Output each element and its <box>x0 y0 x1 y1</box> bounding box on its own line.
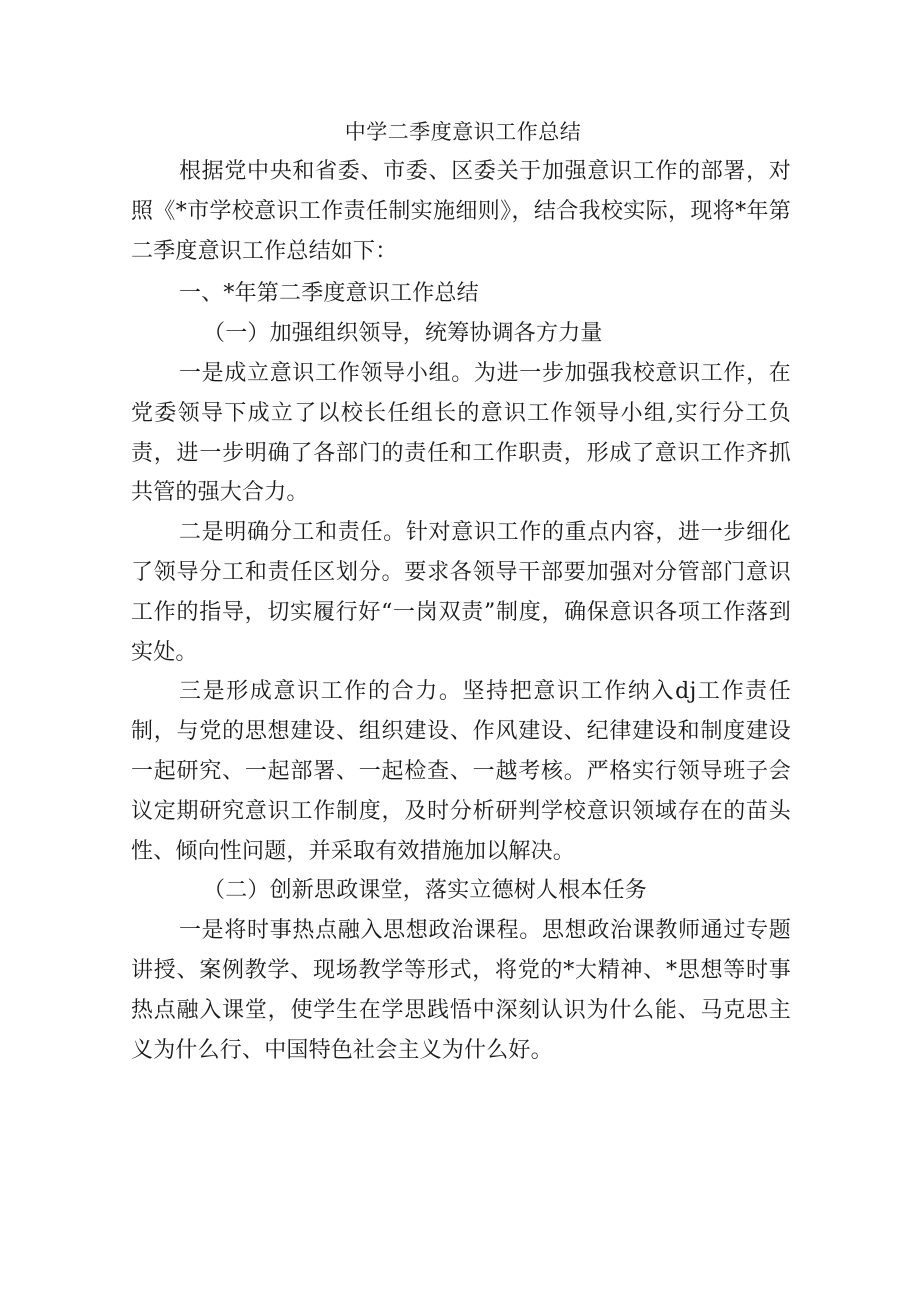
subsection-heading-2: （二）创新思政课堂，落实立德树人根本任务 <box>203 878 648 904</box>
paragraph-responsibility: 二是明确分工和责任。针对意识工作的重点内容，进一步细化了领导分工和责任区划分。要求各领导干部要加强对分管部门意识工作的指导，切实履行好“一岗双责”制度，确保意识各项工作落到实处。 <box>131 520 791 665</box>
paragraph-leadership-group: 一是成立意识工作领导小组。为进一步加强我校意识工作，在党委领导下成立了以校长任组长的意识工作领导小组,实行分工负责，进一步明确了各部门的责任和工作职责，形成了意识工作齐抓共管的强大合力。 <box>131 360 791 506</box>
section-heading-1: 一、*年第二季度意识工作总结 <box>179 281 479 307</box>
document-title: 中学二季度意识工作总结 <box>344 120 582 144</box>
document-body <box>131 112 791 1070</box>
paragraph-joint-force: 三是形成意识工作的合力。坚持把意识工作纳入dj工作责任制，与党的思想建设、组织建设、作风建设、纪律建设和制度建设一起研究、一起部署、一起检查、一越考核。严格实行领导班子会议定期研究意识工作制度，及时分析研判学校意识领域存在的苗头性、倾向性问题，并采取有效措施加以解决。 <box>131 679 791 864</box>
subsection-heading-1: （一）加强组织领导，统筹协调各方力量 <box>203 321 603 347</box>
paragraph-current-affairs: 一是将时事热点融入思想政治课程。思想政治课教师通过专题讲授、案例教学、现场教学等形式，将党的*大精神、*思想等时事热点融入课堂，使学生在学思践悟中深刻认识为什么能、马克思主义为什么行、中国特色社会主义为什么好。 <box>131 918 791 1063</box>
intro-paragraph: 根据党中央和省委、市委、区委关于加强意识工作的部署，对照《*市学校意识工作责任制实施细则》，结合我校实际，现将*年第二季度意识工作总结如下： <box>131 159 791 264</box>
